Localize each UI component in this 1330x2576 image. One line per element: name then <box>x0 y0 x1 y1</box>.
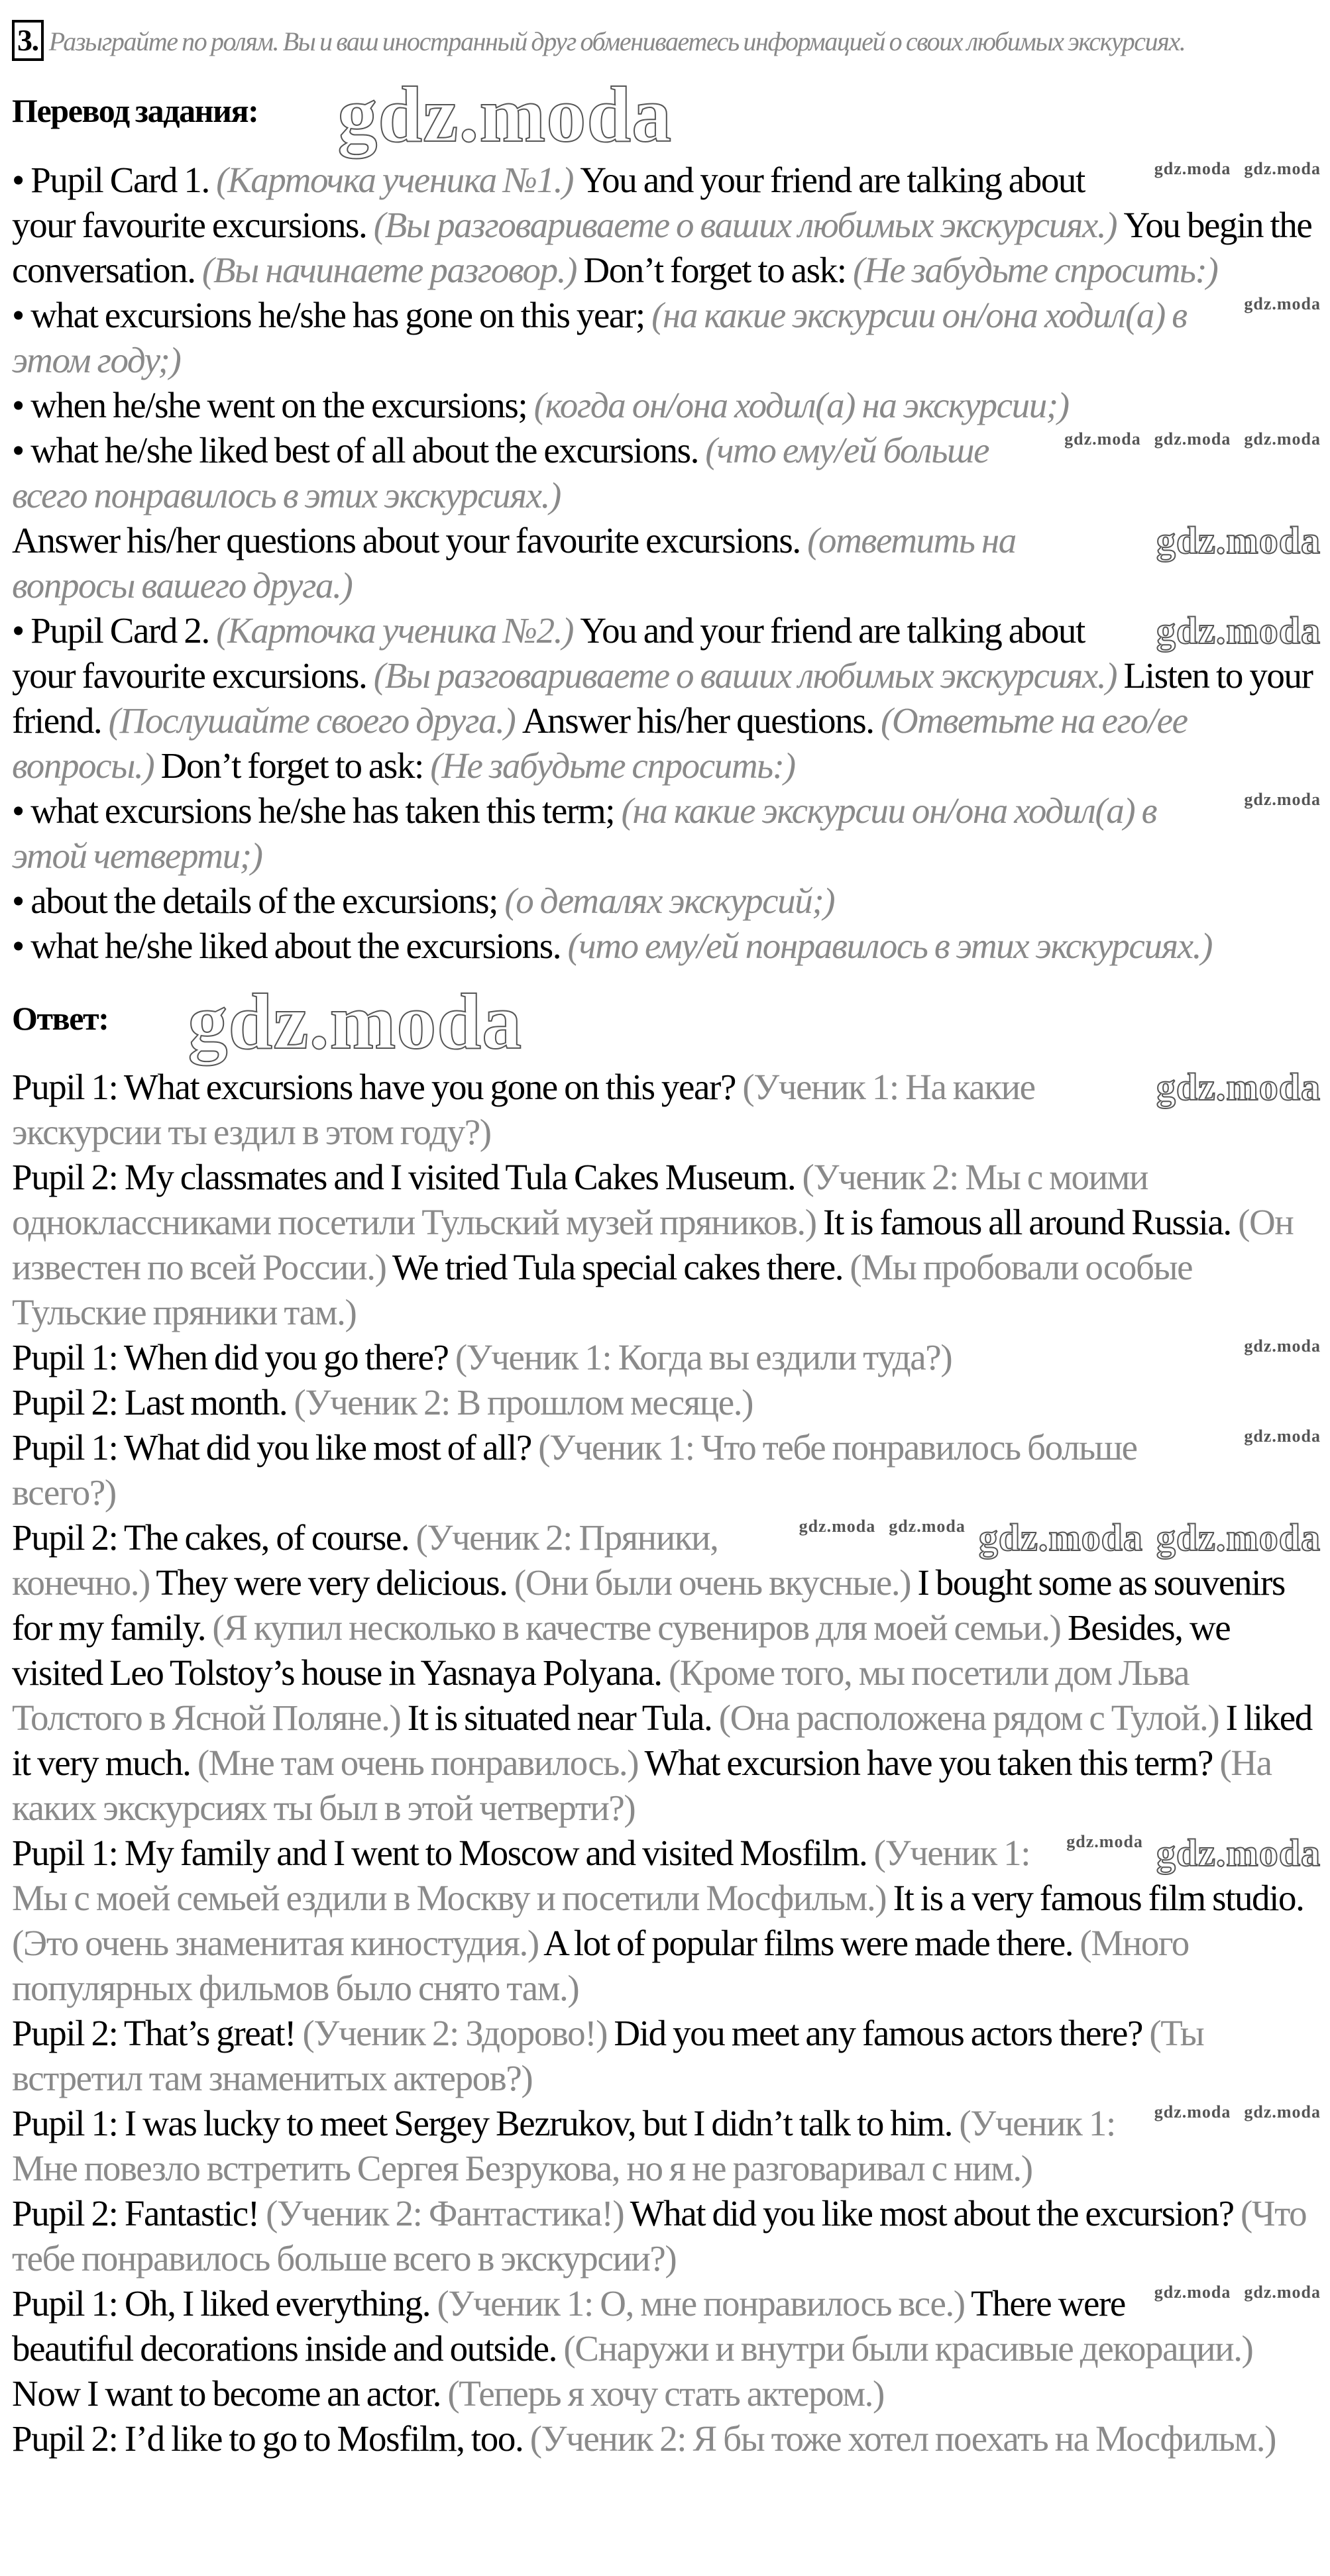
task-paragraph <box>12 158 1321 293</box>
english-text: What did you like most about the excursion? <box>630 2193 1241 2234</box>
russian-translation: (Послушайте своего друга.) <box>108 700 522 741</box>
russian-translation: (Ученик 1: Когда вы ездили туда?) <box>455 1337 952 1378</box>
russian-translation: (Ответьте на его/ее вопросы.) <box>12 700 1188 786</box>
watermark-logo: gdz.moda <box>1154 2282 1231 2302</box>
translation-heading-row <box>12 68 1321 158</box>
task-paragraph <box>12 293 1321 383</box>
russian-translation: (Ученик 1: Мы с моей семьей ездили в Москву и посетили Мосфильм.) <box>12 1833 1030 1919</box>
english-text: • about the details of the excursions; <box>12 880 505 921</box>
russian-translation: (Мы пробовали особые Тульские пряники там.) <box>12 1247 1193 1333</box>
watermark-logo: gdz.moda <box>889 1517 966 1536</box>
russian-translation: (Это очень знаменитая киностудия.) <box>12 1923 544 1964</box>
task-paragraph <box>12 428 1321 518</box>
english-text: We tried Tula special cakes there. <box>392 1247 850 1288</box>
russian-translation: (Ученик 2: Фантастика!) <box>266 2193 630 2234</box>
english-text: Pupil 1: My family and I went to Moscow and visited Mosfilm. <box>12 1833 874 1874</box>
english-text: • Pupil Card 1. <box>12 159 217 200</box>
english-text: You and your friend are talking about your favourite excursions. <box>12 159 1085 245</box>
dialogue-line <box>12 2101 1321 2191</box>
russian-translation: (Много популярных фильмов было снято там.) <box>12 1923 1189 2009</box>
watermark-logo: gdz.moda <box>1244 158 1321 178</box>
english-text: • what he/she liked best of all about the excursions. <box>12 429 706 470</box>
russian-translation: (Я купил несколько в качестве сувениров для моей семьи.) <box>212 1607 1068 1648</box>
english-text: Pupil 2: Fantastic! <box>12 2193 266 2234</box>
task-paragraph <box>12 788 1321 879</box>
english-text: • what excursions he/she has taken this term; <box>12 790 622 831</box>
russian-translation: (Ученик 2: В прошлом месяце.) <box>294 1382 753 1423</box>
russian-translation: (Вы начинаете разговор.) <box>201 249 584 290</box>
english-text: • what excursions he/she has gone on this year; <box>12 294 652 335</box>
russian-translation: (Мне там очень понравилось.) <box>197 1743 645 1784</box>
answer-dialogue <box>12 1065 1321 2461</box>
watermark-logo: gdz.moda <box>1244 429 1321 449</box>
task-paragraph <box>12 608 1321 788</box>
russian-translation: (Вы разговариваете о ваших любимых экскурсиях.) <box>373 655 1124 696</box>
watermark-logo: gdz.moda <box>337 70 673 158</box>
english-text: I liked it very much. <box>12 1697 1312 1784</box>
russian-translation: (о деталях экскурсий;) <box>504 880 835 921</box>
russian-translation: (на какие экскурсии он/она ходил(а) в этой четверти;) <box>12 790 1157 876</box>
watermark-logo: gdz.moda <box>1156 1516 1321 1560</box>
russian-translation: (Карточка ученика №1.) <box>216 159 581 200</box>
russian-translation: (Снаружи и внутри были красивые декорации.) <box>563 2328 1253 2369</box>
task-paragraph <box>12 924 1321 969</box>
english-text: You and your friend are talking about your favourite excursions. <box>12 610 1085 696</box>
watermark-logo: gdz.moda <box>1244 1426 1321 1446</box>
dialogue-line <box>12 2416 1321 2461</box>
russian-translation: (Они были очень вкусные.) <box>514 1562 918 1603</box>
watermark-logo: gdz.moda <box>1066 1832 1143 1852</box>
russian-translation: (На каких экскурсиях ты был в этой четверти?) <box>12 1743 1272 1829</box>
english-text: • when he/she went on the excursions; <box>12 384 534 425</box>
watermark-logo: gdz.moda <box>1156 1065 1321 1109</box>
russian-translation: (Ученик 2: Пряники, конечно.) <box>12 1517 718 1603</box>
english-text: Did you meet any famous actors there? <box>614 2013 1150 2054</box>
task-number: 3. <box>12 20 44 61</box>
english-text: Pupil 1: Oh, I liked everything. <box>12 2283 437 2324</box>
russian-translation: (Ученик 2: Здорово!) <box>302 2013 614 2054</box>
english-text: Answer his/her questions. <box>522 700 881 741</box>
english-text: A lot of popular films were made there. <box>543 1923 1080 1964</box>
russian-translation: (Ученик 1: Мне повезло встретить Сергея Безрукова, но я не разговаривал с ним.) <box>12 2103 1115 2189</box>
russian-translation: (Ты встретил там знаменитых актеров?) <box>12 2013 1204 2099</box>
russian-translation: (Ученик 1: О, мне понравилось все.) <box>437 2283 971 2324</box>
task-paragraph <box>12 383 1321 428</box>
watermark-logo: gdz.moda <box>1244 2282 1321 2302</box>
answer-heading-row <box>12 975 1321 1065</box>
watermark-logo: gdz.moda <box>1156 608 1321 652</box>
watermark-logo: gdz.moda <box>1156 1831 1321 1875</box>
russian-translation: (Он известен по всей России.) <box>12 1202 1294 1288</box>
task-instruction: Разыграйте по ролям. Вы и ваш иностранный друг обмениваетесь информацией о своих любимых экскурсиях. <box>48 27 1186 56</box>
task-paragraph <box>12 518 1321 608</box>
translation-heading: Перевод задания: <box>12 92 258 129</box>
watermark-logo: gdz.moda <box>799 1517 876 1536</box>
russian-translation: (Не забудьте спросить:) <box>430 745 795 786</box>
watermark-logo: gdz.moda <box>1064 429 1141 449</box>
watermark-logo: gdz.moda <box>1244 2102 1321 2122</box>
russian-translation: (Что тебе понравилось больше всего в экскурсии?) <box>12 2193 1307 2279</box>
english-text: Pupil 2: I’d like to go to Mosfilm, too. <box>12 2418 530 2459</box>
russian-translation: (ответить на вопросы вашего друга.) <box>12 519 1016 606</box>
english-text: It is situated near Tula. <box>407 1697 719 1739</box>
english-text: Pupil 2: Last month. <box>12 1382 294 1423</box>
answer-heading: Ответ: <box>12 999 109 1037</box>
russian-translation: (Ученик 1: Что тебе понравилось больше всего?) <box>12 1427 1137 1513</box>
task-translation <box>12 158 1321 969</box>
english-text: They were very delicious. <box>156 1562 514 1603</box>
task-paragraph <box>12 879 1321 924</box>
dialogue-line <box>12 2191 1321 2281</box>
english-text: Besides, we visited Leo Tolstoy’s house in Yasnaya Polyana. <box>12 1607 1231 1693</box>
english-text: Answer his/her questions about your favourite excursions. <box>12 519 808 561</box>
dialogue-line <box>12 1335 1321 1380</box>
watermark-logo: gdz.moda <box>1156 518 1321 562</box>
english-text: It is famous all around Russia. <box>823 1202 1239 1243</box>
english-text: There were beautiful decorations inside and outside. <box>12 2283 1125 2369</box>
english-text: Pupil 2: The cakes, of course. <box>12 1517 416 1558</box>
dialogue-line <box>12 1425 1321 1515</box>
russian-translation: (Теперь я хочу стать актером.) <box>447 2373 884 2414</box>
russian-translation: (что ему/ей понравилось в этих экскурсиях.) <box>567 925 1212 966</box>
russian-translation: (когда он/она ходил(а) на экскурсии;) <box>533 384 1069 425</box>
dialogue-line <box>12 2281 1321 2416</box>
dialogue-line <box>12 1515 1321 1831</box>
english-text: Pupil 1: What excursions have you gone on this year? <box>12 1067 743 1108</box>
task-header <box>12 20 1321 61</box>
russian-translation: (Ученик 2: Мы с моими одноклассниками посетили Тульский музей пряников.) <box>12 1157 1148 1243</box>
english-text: • what he/she liked about the excursions. <box>12 925 568 966</box>
russian-translation: (на какие экскурсии он/она ходил(а) в этом году;) <box>12 294 1187 380</box>
dialogue-line <box>12 1065 1321 1155</box>
russian-translation: (что ему/ей больше всего понравилось в этих экскурсиях.) <box>12 429 989 515</box>
watermark-logo: gdz.moda <box>1154 158 1231 178</box>
english-text: Pupil 1: I was lucky to meet Sergey Bezrukov, but I didn’t talk to him. <box>12 2103 960 2144</box>
english-text: Don’t forget to ask: <box>160 745 431 786</box>
russian-translation: (Кроме того, мы посетили дом Льва Толстого в Ясной Поляне.) <box>12 1652 1190 1739</box>
watermark-logo: gdz.moda <box>1154 429 1231 449</box>
english-text: What excursion have you taken this term? <box>644 1743 1220 1784</box>
english-text: You begin the conversation. <box>12 204 1312 290</box>
english-text: Don’t forget to ask: <box>583 249 854 290</box>
dialogue-line <box>12 2011 1321 2101</box>
russian-translation: (Ученик 2: Я бы тоже хотел поехать на Мосфильм.) <box>529 2418 1276 2459</box>
english-text: Now I want to become an actor. <box>12 2373 448 2414</box>
russian-translation: (Ученик 1: На какие экскурсии ты ездил в этом году?) <box>12 1067 1035 1153</box>
dialogue-line <box>12 1831 1321 2011</box>
watermark-logo: gdz.moda <box>188 977 523 1066</box>
english-text: Pupil 2: My classmates and I visited Tula Cakes Museum. <box>12 1157 803 1198</box>
english-text: Pupil 1: What did you like most of all? <box>12 1427 539 1468</box>
document <box>12 0 1321 2461</box>
english-text: Pupil 1: When did you go there? <box>12 1337 455 1378</box>
watermark-logo: gdz.moda <box>1244 789 1321 809</box>
watermark-logo: gdz.moda <box>1244 1336 1321 1356</box>
english-text: It is a very famous film studio. <box>893 1878 1304 1919</box>
watermark-logo: gdz.moda <box>1154 2102 1231 2122</box>
dialogue-line <box>12 1155 1321 1335</box>
dialogue-line <box>12 1380 1321 1425</box>
english-text: • Pupil Card 2. <box>12 610 217 651</box>
russian-translation: (Карточка ученика №2.) <box>216 610 581 651</box>
english-text: Listen to your friend. <box>12 655 1313 741</box>
english-text: Pupil 2: That’s great! <box>12 2013 303 2054</box>
russian-translation: (Не забудьте спросить:) <box>853 249 1218 290</box>
russian-translation: (Она расположена рядом с Тулой.) <box>718 1697 1226 1739</box>
russian-translation: (Вы разговариваете о ваших любимых экскурсиях.) <box>373 204 1124 245</box>
watermark-logo: gdz.moda <box>1244 294 1321 313</box>
watermark-logo: gdz.moda <box>978 1516 1143 1560</box>
english-text: I bought some as souvenirs for my family. <box>12 1562 1285 1648</box>
